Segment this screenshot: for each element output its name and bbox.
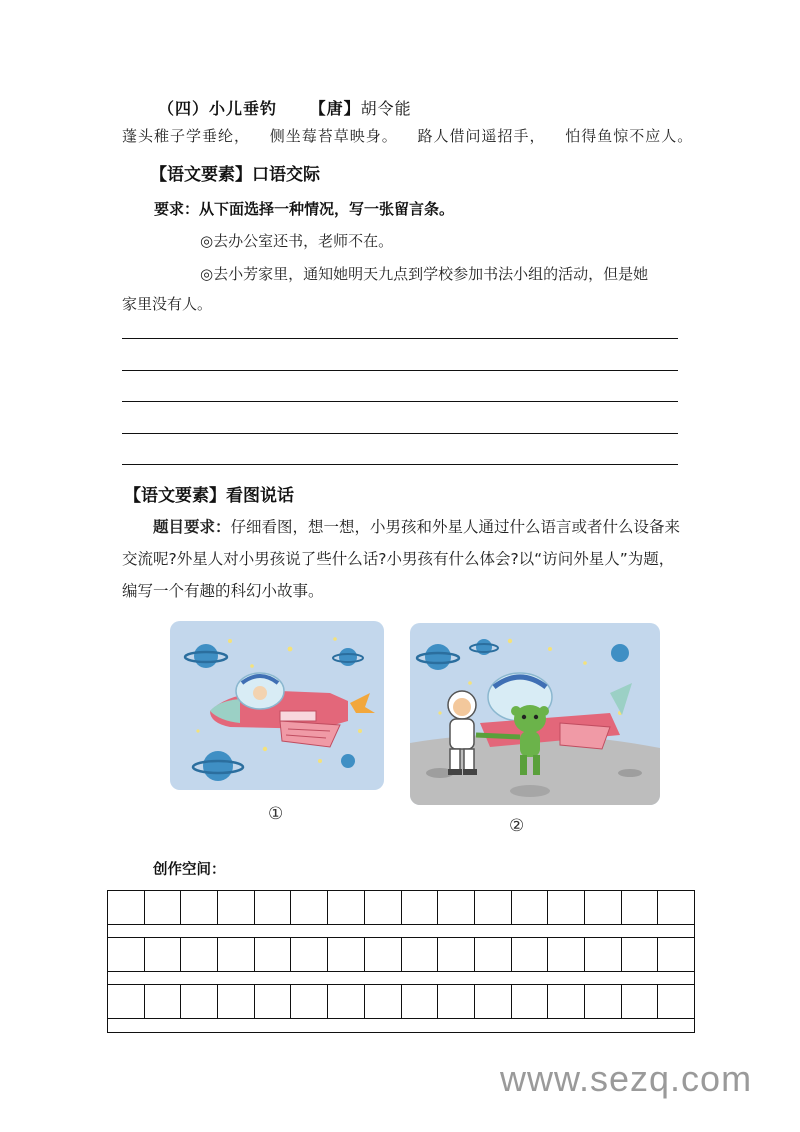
grid-cell[interactable]: [548, 891, 585, 924]
grid-cell[interactable]: [328, 938, 365, 971]
requirement-text: 要求：从下面选择一种情况，写一张留言条。: [154, 200, 455, 218]
grid-cell[interactable]: [145, 891, 182, 924]
grid-cell[interactable]: [365, 985, 402, 1018]
grid-row: [108, 985, 694, 1019]
writing-line[interactable]: [122, 464, 678, 465]
section-heading-picture: 【语文要素】看图说话: [124, 486, 294, 506]
option-two-line1: ◎去小芳家里，通知她明天九点到学校参加书法小组的活动，但是她: [200, 265, 649, 283]
grid-cell[interactable]: [291, 891, 328, 924]
grid-cell[interactable]: [622, 985, 659, 1018]
grid-cell[interactable]: [145, 938, 182, 971]
option-one: ◎去办公室还书，老师不在。: [200, 232, 394, 250]
grid-cell[interactable]: [475, 985, 512, 1018]
grid-gap-row: [108, 1019, 694, 1032]
grid-cell[interactable]: [291, 985, 328, 1018]
grid-cell[interactable]: [402, 985, 439, 1018]
grid-cell[interactable]: [585, 891, 622, 924]
grid-cell[interactable]: [181, 891, 218, 924]
grid-cell[interactable]: [475, 891, 512, 924]
writing-line[interactable]: [122, 370, 678, 371]
grid-cell[interactable]: [512, 985, 549, 1018]
option-two-line2: 家里没有人。: [122, 295, 213, 313]
writing-line[interactable]: [122, 338, 678, 339]
section-heading-oral: 【语文要素】口语交际: [150, 165, 320, 185]
grid-cell[interactable]: [438, 891, 475, 924]
creation-label: 创作空间：: [153, 862, 226, 878]
poem-dynasty: 【唐】: [309, 99, 361, 118]
grid-cell[interactable]: [402, 938, 439, 971]
poem-title-line: [158, 96, 412, 119]
grid-cell[interactable]: [365, 938, 402, 971]
poem-author: 胡令能: [360, 99, 412, 118]
grid-cell[interactable]: [438, 985, 475, 1018]
grid-cell[interactable]: [658, 938, 694, 971]
grid-row: [108, 938, 694, 972]
grid-cell[interactable]: [328, 891, 365, 924]
grid-cell[interactable]: [402, 891, 439, 924]
picture-label-2: ②: [509, 816, 525, 836]
grid-cell[interactable]: [218, 891, 255, 924]
grid-cell[interactable]: [585, 938, 622, 971]
task-text: 仔细看图，想一想，小男孩和外星人通过什么语言或者什么设备来交流呢?外星人对小男孩说了些什么话?小男孩有什么体会?以“访问外星人”为题，编写一个有趣的科幻小故事。: [122, 518, 681, 600]
poem-title: （四）小儿垂钓: [158, 99, 278, 118]
grid-cell[interactable]: [291, 938, 328, 971]
picture-label-1: ①: [268, 804, 284, 824]
grid-gap-row: [108, 972, 694, 985]
grid-cell[interactable]: [145, 985, 182, 1018]
grid-cell[interactable]: [218, 938, 255, 971]
grid-cell[interactable]: [438, 938, 475, 971]
grid-cell[interactable]: [108, 938, 145, 971]
task-lead: 题目要求：: [153, 518, 231, 536]
grid-cell[interactable]: [108, 891, 145, 924]
illustration-rocket: [170, 621, 384, 790]
grid-cell[interactable]: [548, 985, 585, 1018]
grid-cell[interactable]: [218, 985, 255, 1018]
grid-cell[interactable]: [328, 985, 365, 1018]
writing-line[interactable]: [122, 401, 678, 402]
grid-cell[interactable]: [181, 985, 218, 1018]
grid-cell[interactable]: [475, 938, 512, 971]
grid-cell[interactable]: [512, 891, 549, 924]
illustration-alien-meeting: [410, 623, 660, 805]
grid-cell[interactable]: [548, 938, 585, 971]
grid-cell[interactable]: [255, 891, 292, 924]
grid-cell[interactable]: [658, 891, 694, 924]
grid-cell[interactable]: [585, 985, 622, 1018]
writing-line[interactable]: [122, 433, 678, 434]
grid-cell[interactable]: [512, 938, 549, 971]
grid-cell[interactable]: [658, 985, 694, 1018]
grid-cell[interactable]: [365, 891, 402, 924]
watermark: www.sezq.com: [500, 1058, 753, 1099]
grid-gap-row: [108, 925, 694, 938]
grid-cell[interactable]: [255, 938, 292, 971]
grid-cell[interactable]: [108, 985, 145, 1018]
writing-grid[interactable]: [107, 890, 695, 1033]
grid-cell[interactable]: [622, 938, 659, 971]
poem-body: 蓬头稚子学垂纶， 侧坐莓苔草映身。 路人借问遥招手， 怕得鱼惊不应人。: [122, 127, 694, 145]
grid-cell[interactable]: [181, 938, 218, 971]
task-paragraph: [122, 511, 682, 607]
grid-cell[interactable]: [622, 891, 659, 924]
grid-cell[interactable]: [255, 985, 292, 1018]
grid-row: [108, 891, 694, 925]
